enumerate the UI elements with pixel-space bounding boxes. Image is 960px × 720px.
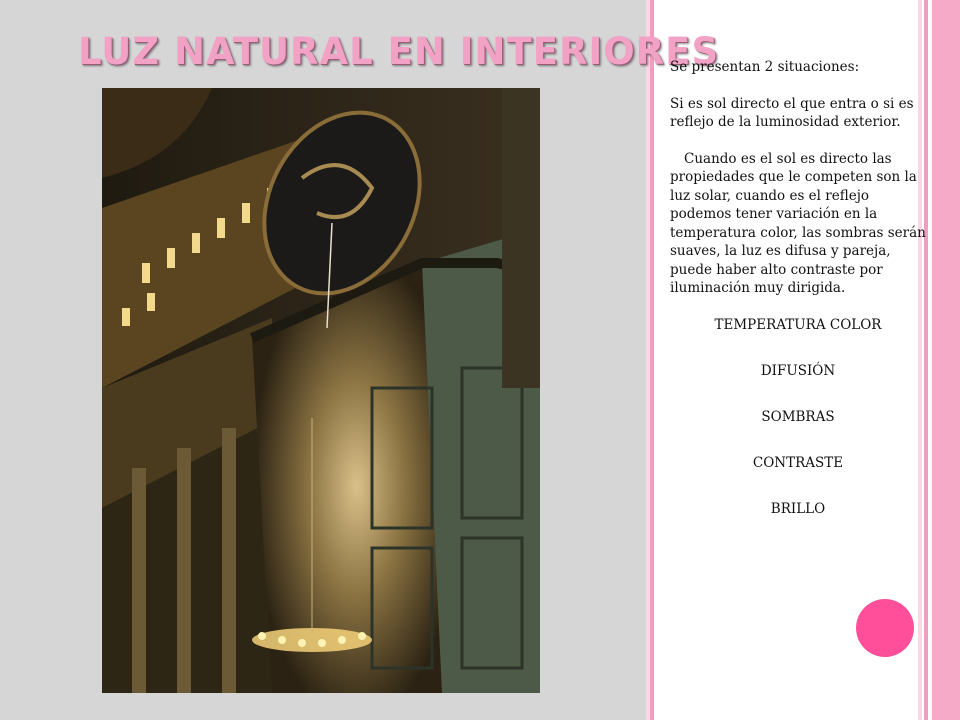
intro-text: Se presentan 2 situaciones: [670, 59, 860, 75]
situations-text: Si es sol directo el que entra o si es reflejo de la luminosidad exterior. [670, 95, 914, 130]
stripe-wide [932, 0, 960, 720]
keyword-temperatura-color: TEMPERATURA COLOR [714, 316, 882, 333]
slide-title: LUZ NATURAL EN INTERIORES [78, 30, 720, 73]
photo-interior-image [102, 88, 540, 693]
description-text: Cuando es el sol es directo las propiedades que le competen son la luz solar, cuando es el reflejo podemos tener variación en la temperatura color, las sombras serán suaves, la luz es difusa y pareja, puede haber alto contraste por iluminación muy dirigida. [670, 150, 926, 296]
keyword-difusion: DIFUSIÓN [760, 362, 836, 379]
keyword-list [670, 316, 926, 546]
keyword-brillo: BRILLO [770, 500, 826, 517]
keyword-sombras: SOMBRAS [761, 408, 835, 425]
stripe-mid-1 [650, 0, 654, 720]
decorative-circle [856, 599, 914, 657]
keyword-contraste: CONTRASTE [752, 454, 844, 471]
text-column [670, 58, 926, 546]
